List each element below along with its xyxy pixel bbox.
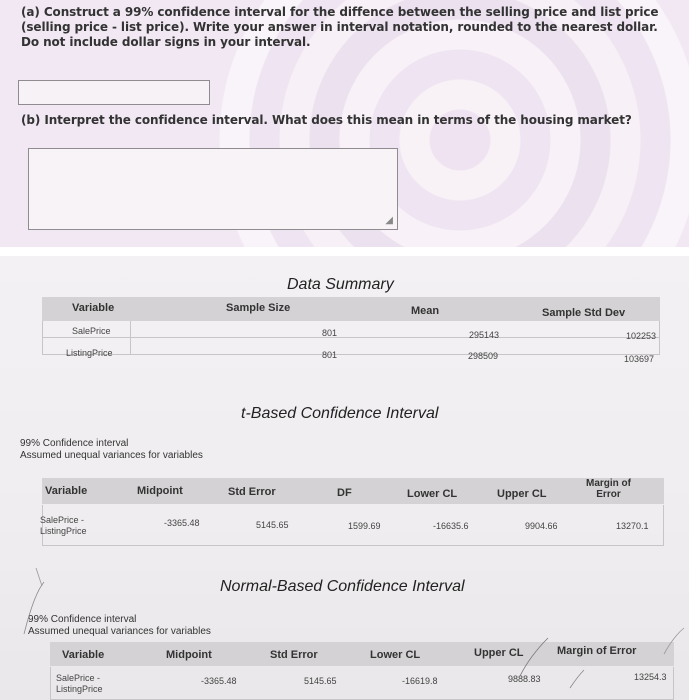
divider [0,247,689,256]
z-header-margin: Margin of Error [557,645,637,657]
t-interval-note-variances: Assumed unequal variances for variables [20,450,203,461]
t-header-upper-cl: Upper CL [497,488,547,500]
question-a: (a) Construct a 99% confidence interval for the diffence between the selling price and list price (selling price - list price). Write your answer in interval notation, rounded to the nearest dollar. Do not include dollar signs in your interval. [21,5,659,49]
answer-b-textarea[interactable] [28,148,398,230]
summary-var: SalePrice [72,326,111,336]
z-row-lower-cl: -16619.8 [402,676,438,686]
t-row-midpoint: -3365.48 [164,518,200,528]
z-row-margin: 13254.3 [634,672,667,682]
t-header-margin-line2: Error [596,489,621,500]
summary-n: 801 [322,328,338,338]
t-header-variable: Variable [45,485,88,497]
z-row-std-error: 5145.65 [304,676,337,686]
z-interval-note-level: 99% Confidence interval [28,614,137,625]
z-row-variable-line2: ListingPrice [56,684,103,694]
z-header-variable: Variable [62,649,105,661]
t-row-df: 1599.69 [348,521,381,531]
t-header-df: DF [337,487,352,499]
t-row-variable-line2: ListingPrice [40,526,87,536]
t-row-margin: 13270.1 [616,521,649,531]
z-header-upper-cl: Upper CL [474,647,524,659]
summary-mean: 295143 [469,330,500,340]
t-header-lower-cl: Lower CL [407,488,458,500]
summary-header-sample-size: Sample Size [226,302,291,314]
t-header-midpoint: Midpoint [137,485,183,497]
question-panel [0,0,689,247]
z-row-variable-line1: SalePrice - [56,673,101,683]
summary-header-mean: Mean [411,305,440,317]
summary-var: ListingPrice [66,348,113,358]
t-row-lower-cl: -16635.6 [433,521,469,531]
z-row-midpoint: -3365.48 [201,676,237,686]
summary-sd: 102253 [626,331,657,341]
t-header-std-error: Std Error [228,486,276,498]
summary-header-variable: Variable [72,302,115,314]
t-interval-note-level: 99% Confidence interval [20,438,129,449]
z-interval-title: Normal-Based Confidence Interval [220,578,465,595]
data-summary-title: Data Summary [287,276,394,293]
summary-n: 801 [322,350,338,360]
t-row-variable-line1: SalePrice - [40,515,85,525]
t-row-std-error: 5145.65 [256,520,289,530]
answer-a-input[interactable] [18,80,210,105]
summary-sd: 103697 [624,354,655,364]
z-row-upper-cl: 9888.83 [508,674,541,684]
t-interval-title: t-Based Confidence Interval [241,405,439,422]
z-header-std-error: Std Error [270,649,318,661]
t-row-upper-cl: 9904.66 [525,521,558,531]
pen-marks [0,256,689,700]
question-b: (b) Interpret the confidence interval. What does this mean in terms of the housing market? [21,113,632,127]
z-header-midpoint: Midpoint [166,649,212,661]
t-header-margin-line1: Margin of [586,478,631,489]
summary-header-sd: Sample Std Dev [542,307,626,319]
summary-mean: 298509 [468,351,499,361]
output-panel [0,256,689,700]
z-interval-note-variances: Assumed unequal variances for variables [28,626,211,637]
resize-grip-icon[interactable]: ◢ [385,215,393,226]
z-header-lower-cl: Lower CL [370,649,421,661]
